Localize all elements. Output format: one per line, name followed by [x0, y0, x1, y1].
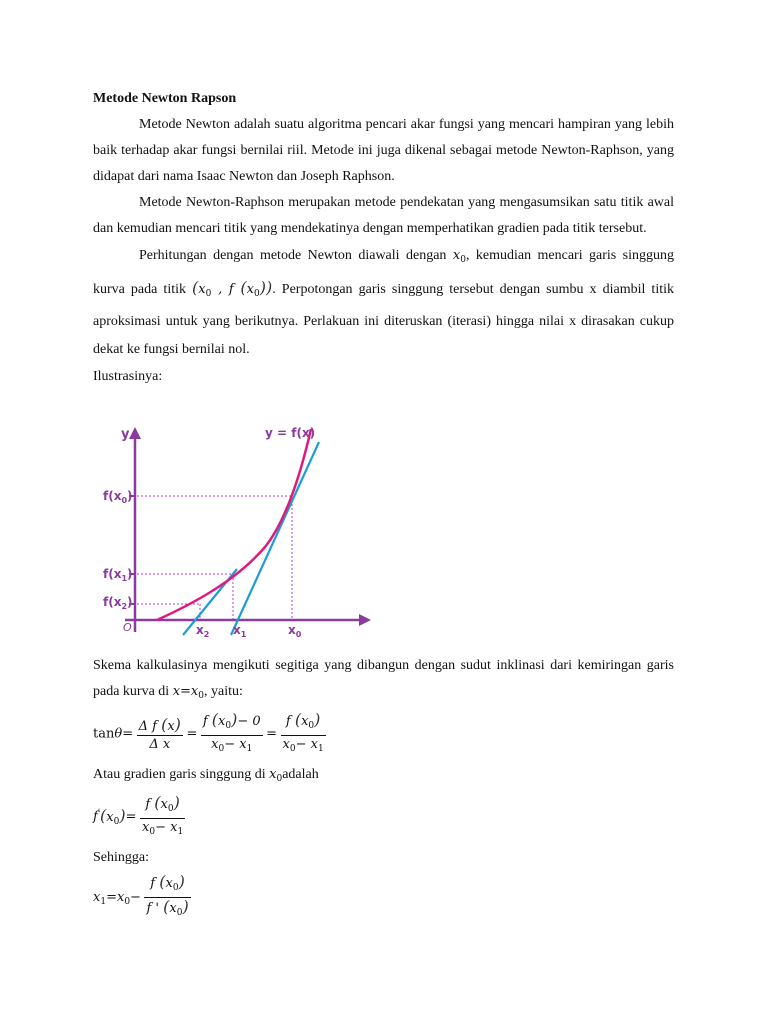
document-body-lower — [93, 653, 674, 922]
frac-newton-step: $\frac{f (x_0)}{f ' (x_0)}$ — [146, 872, 189, 918]
para4-part-b: , yaitu: — [204, 684, 243, 699]
paragraph-1: Metode Newton adalah suatu algoritma pencari akar fungsi yang mencari hampiran yang lebih baik terhadap akar fungsi bernilai riil. Metode ini juga dikenal sebagai metode Newton-Raphson, yang didapat dari nama Isaac Newton dan Joseph Raphson. — [93, 117, 674, 184]
math-x0: $x_0$ — [452, 248, 466, 265]
math-x0-b: $x_0$ — [269, 767, 283, 784]
label-x2: $x_2$ — [196, 623, 210, 639]
para3-part-c: . Perpotongan garis singgung tersebut dengan sumbu x diambil titik aproksimasi untuk yang berikutnya. Perlakuan ini diteruskan (iterasi) hingga nilai x dirasakan cukup dekat ke fungsi bernilai nol. — [93, 282, 674, 357]
gradient-text-a: Atau gradien garis singgung di — [93, 767, 270, 782]
frac-fx0-minus-0: $\frac{f (x_0)- 0}{x_0- x_1}$ — [202, 710, 261, 754]
label-fx1: $f(x_1)$ — [103, 567, 133, 583]
para3-part-a: Perhitungan dengan metode Newton diawali dengan — [139, 248, 453, 263]
curve-label: y = f(x) — [265, 426, 316, 440]
math-x-eq-x0: $x=x_0$ — [172, 684, 204, 701]
label-x0: $x_0$ — [288, 623, 302, 639]
label-fx2: $f(x_2)$ — [103, 595, 133, 611]
page-title: Metode Newton Rapson — [93, 91, 237, 106]
label-x1: $x_1$ — [233, 623, 247, 639]
equation-x1: $x_1=x_0-$ $\frac{f (x_0)}{f ' (x_0)}$ — [93, 873, 674, 922]
y-axis-label: y — [121, 427, 130, 442]
sehingga-label: Sehingga: — [93, 850, 149, 865]
gradient-text-b: adalah — [282, 767, 319, 782]
para3-part-b: , kemudian mencari garis singgung kurva pada titik — [93, 248, 675, 297]
equation-derivative: $f'(x_0)=$ $\frac{f (x_0)}{x_0- x_1}$ — [93, 794, 674, 841]
tangent-line-x0 — [231, 442, 319, 635]
paragraph-2: Metode Newton-Raphson merupakan metode pendekatan yang mengasumsikan satu titik awal dan kemudian mencari titik yang mendekatinya dengan memperhatikan gradien pada titik tersebut. — [93, 195, 674, 236]
x-axis-arrow — [359, 614, 371, 626]
document-body — [93, 86, 674, 390]
frac-delta: $\frac{\text{Δ f (x)}}{\text{Δ x}}$ — [138, 715, 181, 752]
frac-derivative: $\frac{f (x_0)}{x_0- x_1}$ — [142, 793, 184, 837]
math-point-x0-fx0: ($x_0$ , f $(x_0)$) — [192, 278, 273, 299]
illustration-label: Ilustrasinya: — [93, 369, 163, 384]
newton-raphson-figure — [95, 417, 385, 647]
para4-part-a: Skema kalkulasinya mengikuti segitiga yang dibangun dengan sudut inklinasi dari kemiringan garis pada kurva di — [93, 658, 674, 699]
curve-y-fx — [157, 429, 311, 620]
paragraph-3 — [93, 242, 674, 364]
paragraph-4 — [93, 653, 674, 709]
paragraph-gradient — [93, 762, 674, 792]
origin-label: O — [123, 621, 132, 634]
frac-fx0: $\frac{f (x_0)}{x_0- x_1}$ — [282, 710, 324, 754]
label-fx0: $f(x_0)$ — [103, 489, 133, 505]
equation-tan-theta: tanθ= $\frac{\text{Δ f (x)}}{\text{Δ x}}$ = $\frac{f (x_0)- 0}{x_0- x_1}$ = $\frac{f (x_0)}{x_0- x_1}$ — [93, 711, 674, 758]
y-axis-arrow — [129, 427, 141, 439]
